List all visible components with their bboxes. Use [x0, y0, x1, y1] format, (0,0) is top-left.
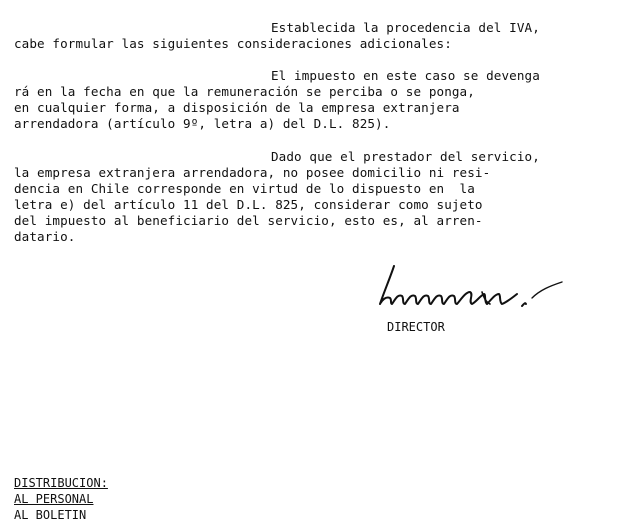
paragraph-3-line-5: del impuesto al beneficiario del servicio, esto es, al arren- [14, 213, 483, 228]
paragraph-3-line-3: dencia en Chile corresponde en virtud de lo dispuesto en la [14, 181, 475, 196]
distribution-heading: DISTRIBUCION: [14, 476, 108, 490]
paragraph-3-line-6: datario. [14, 229, 76, 244]
paragraph-3-line-1: Dado que el prestador del servicio, [271, 149, 540, 164]
paragraph-3-line-2: la empresa extranjera arrendadora, no posee domicilio ni resi- [14, 165, 491, 180]
handwritten-signature [372, 258, 572, 318]
paragraph-2-line-1: El impuesto en este caso se devenga [271, 68, 540, 83]
paragraph-2-line-2: rá en la fecha en que la remuneración se perciba o se ponga, [14, 84, 475, 99]
paragraph-3-line-4: letra e) del artículo 11 del D.L. 825, considerar como sujeto [14, 197, 483, 212]
signature-title: DIRECTOR [387, 320, 445, 334]
paragraph-2-line-3: en cualquier forma, a disposición de la empresa extranjera [14, 100, 460, 115]
paragraph-2-line-4: arrendadora (artículo 9º, letra a) del D.L. 825). [14, 116, 391, 131]
paragraph-1-line-1: Establecida la procedencia del IVA, [271, 20, 540, 35]
paragraph-1-line-2: cabe formular las siguientes consideraciones adicionales: [14, 36, 452, 51]
distribution-item: AL BOLETIN [14, 508, 87, 522]
distribution-item: AL PERSONAL [14, 492, 94, 506]
